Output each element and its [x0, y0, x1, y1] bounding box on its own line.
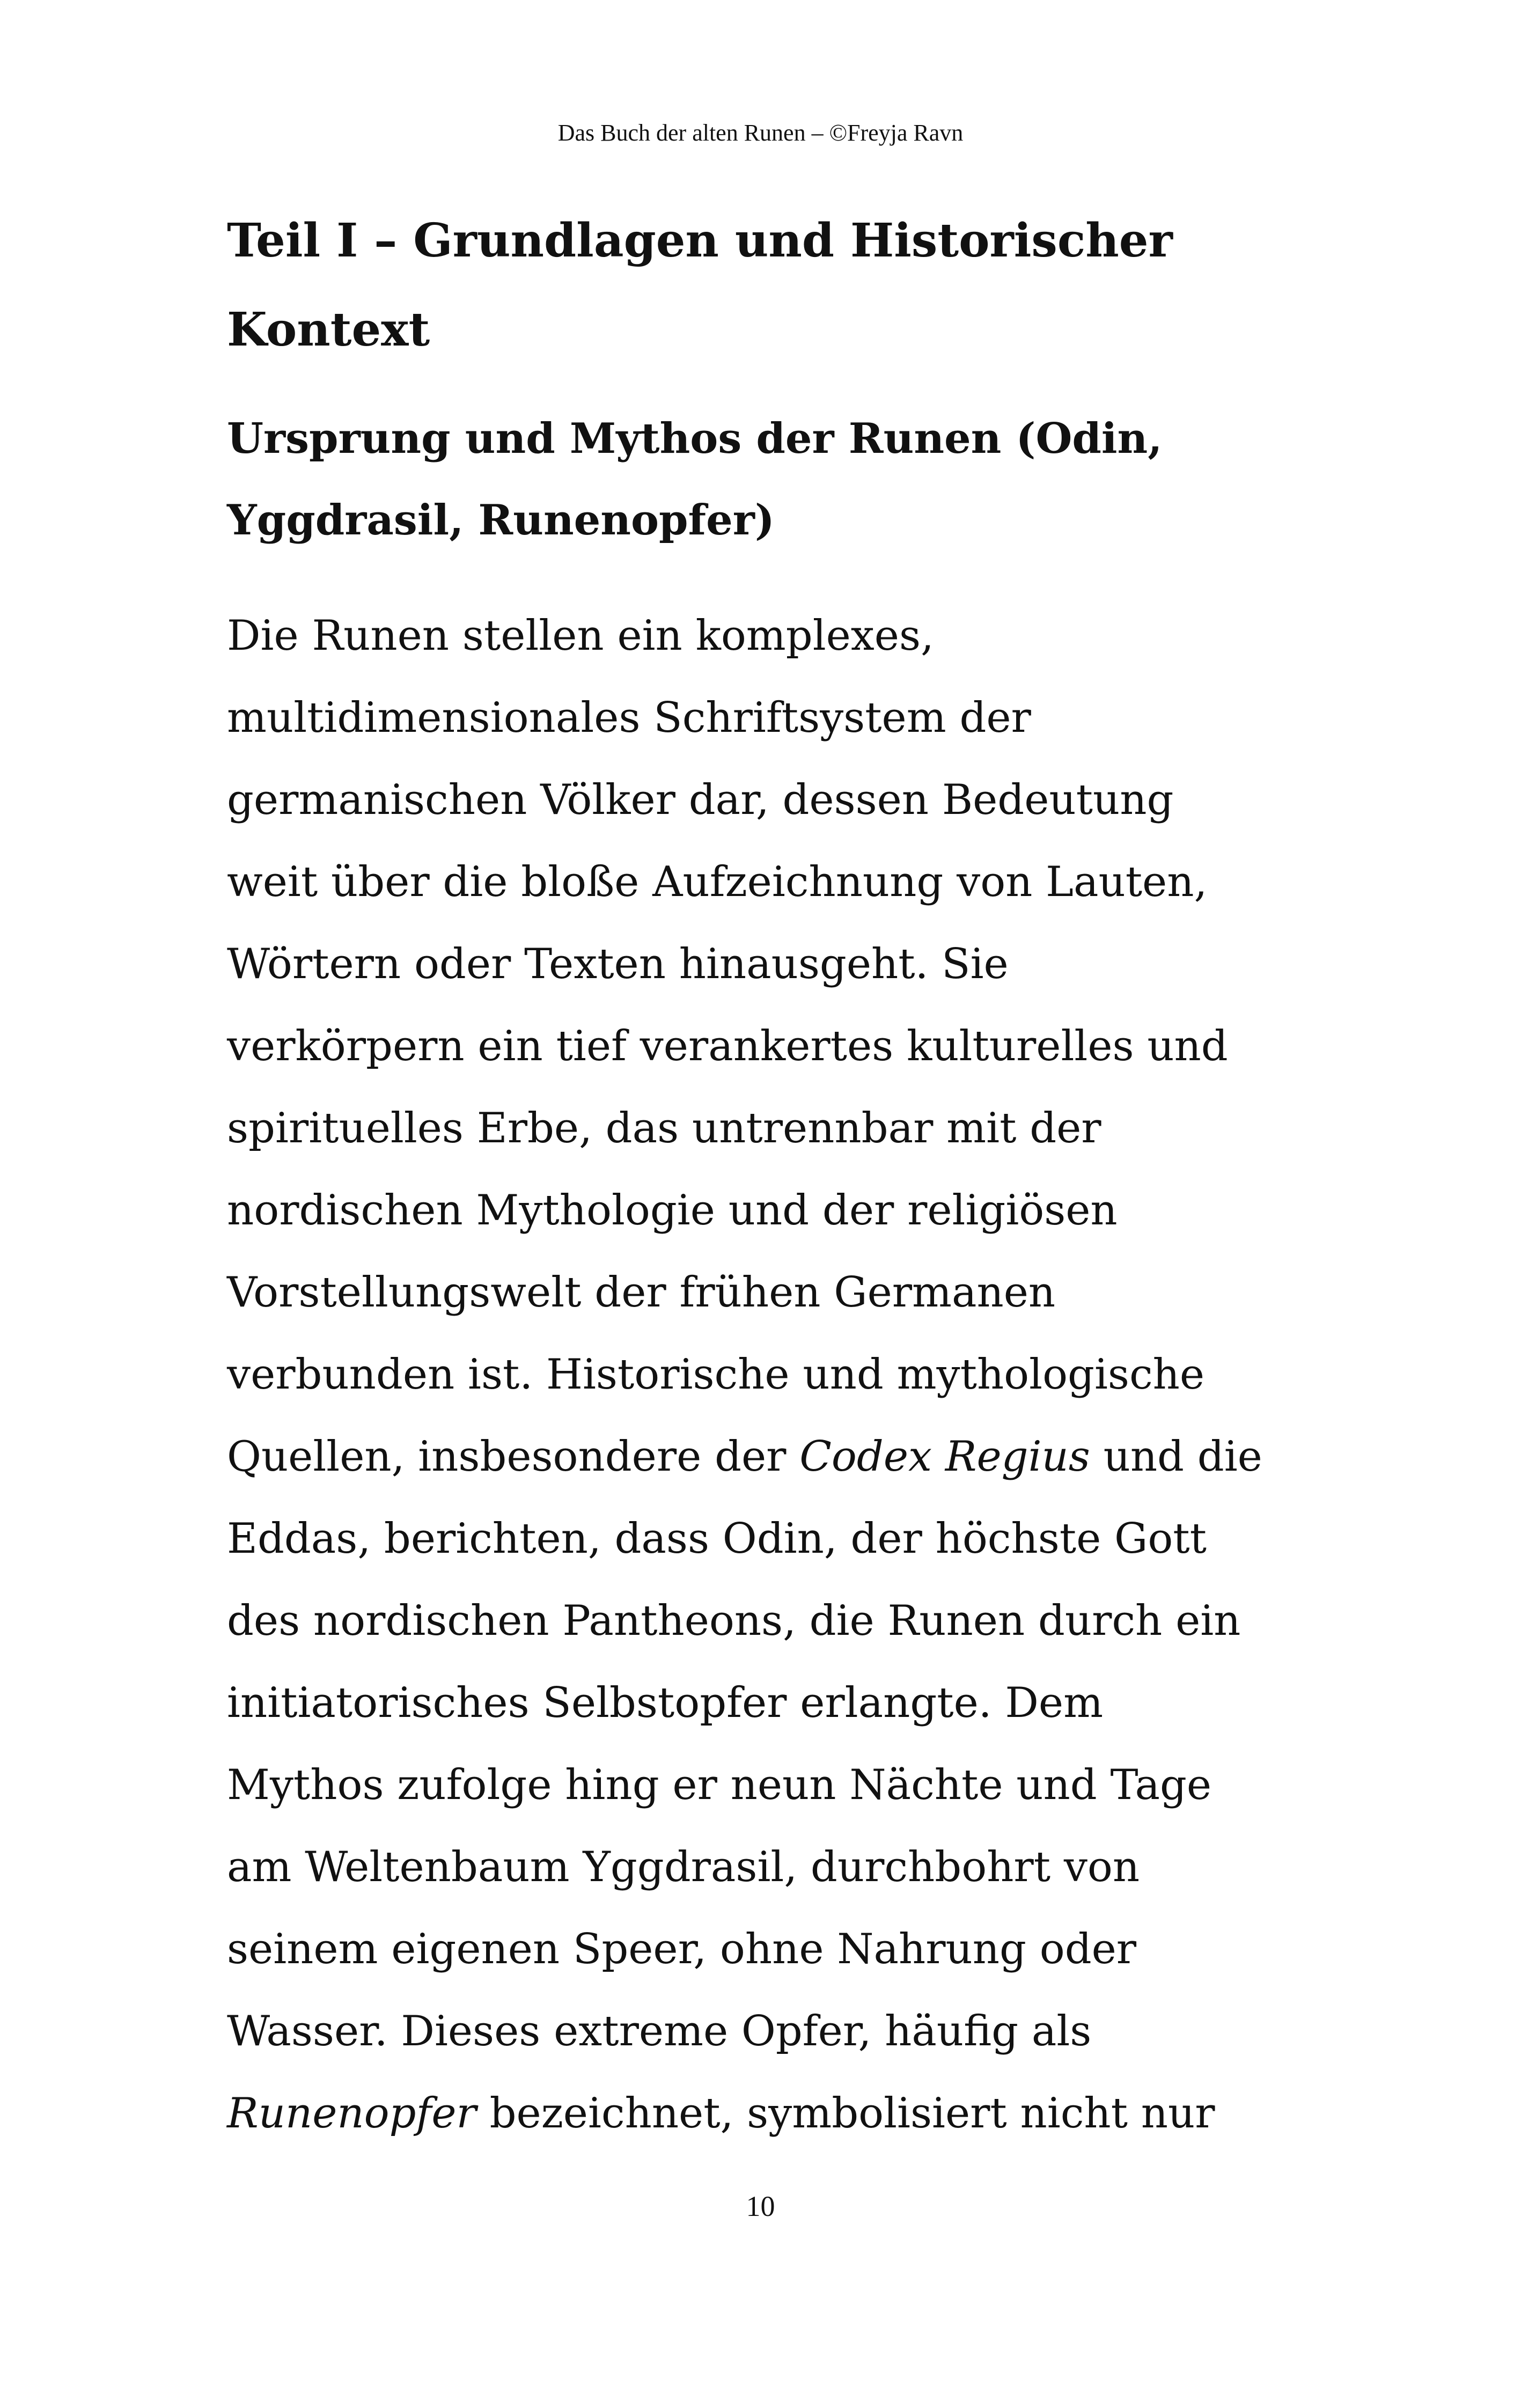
body-line: multidimensionales Schriftsystem der: [227, 694, 1031, 742]
running-header: Das Buch der alten Runen – ©Freyja Ravn: [557, 120, 964, 146]
section-title-line-1: Ursprung und Mythos der Runen (Odin,: [227, 414, 1163, 463]
section-title: [227, 398, 1354, 561]
part-title-line-1: Teil I – Grundlagen und Historischer: [227, 214, 1173, 268]
page-number: 10: [746, 2190, 775, 2222]
body-line: Die Runen stellen ein komplexes,: [227, 612, 934, 660]
body-line: Wasser. Dieses extreme Opfer, häufig als: [227, 2007, 1092, 2055]
body-line-with-italic: [227, 1416, 1354, 1498]
body-line: seinem eigenen Speer, ohne Nahrung oder: [227, 1925, 1137, 1973]
body-line: spirituelles Erbe, das untrennbar mit der: [227, 1104, 1101, 1152]
part-title-line-2: Kontext: [227, 303, 430, 357]
body-line: verbunden ist. Historische und mythologische: [227, 1350, 1205, 1399]
body-line: germanischen Völker dar, dessen Bedeutung: [227, 776, 1174, 824]
part-title: [227, 196, 1354, 375]
body-line: weit über die bloße Aufzeichnung von Lauten,: [227, 858, 1208, 906]
body-line: initiatorisches Selbstopfer erlangte. Dem: [227, 1679, 1104, 1727]
body-line: verkörpern ein tief verankertes kulturelles und: [227, 1022, 1228, 1070]
body-line: des nordischen Pantheons, die Runen durch ein: [227, 1597, 1241, 1645]
body-line: Eddas, berichten, dass Odin, der höchste Gott: [227, 1515, 1207, 1563]
section-title-line-2: Yggdrasil, Runenopfer): [227, 496, 775, 545]
body-line: Vorstellungswelt der frühen Germanen: [227, 1268, 1056, 1317]
body-line-with-italic: [227, 2073, 1354, 2155]
body-text-segment: Quellen, insbesondere der: [227, 1433, 800, 1481]
body-text-segment: bezeichnet, symbolisiert nicht nur: [476, 2089, 1215, 2138]
italic-term-runenopfer: Runenopfer: [227, 2089, 476, 2138]
italic-title-codex-regius: Codex Regius: [799, 1433, 1090, 1481]
body-paragraph: [227, 595, 1354, 2155]
body-text-segment: und die: [1090, 1433, 1262, 1481]
body-line: am Weltenbaum Yggdrasil, durchbohrt von: [227, 1843, 1140, 1891]
body-line: Mythos zufolge hing er neun Nächte und Tage: [227, 1761, 1212, 1809]
body-line: nordischen Mythologie und der religiösen: [227, 1186, 1118, 1235]
body-line: Wörtern oder Texten hinausgeht. Sie: [227, 940, 1009, 988]
